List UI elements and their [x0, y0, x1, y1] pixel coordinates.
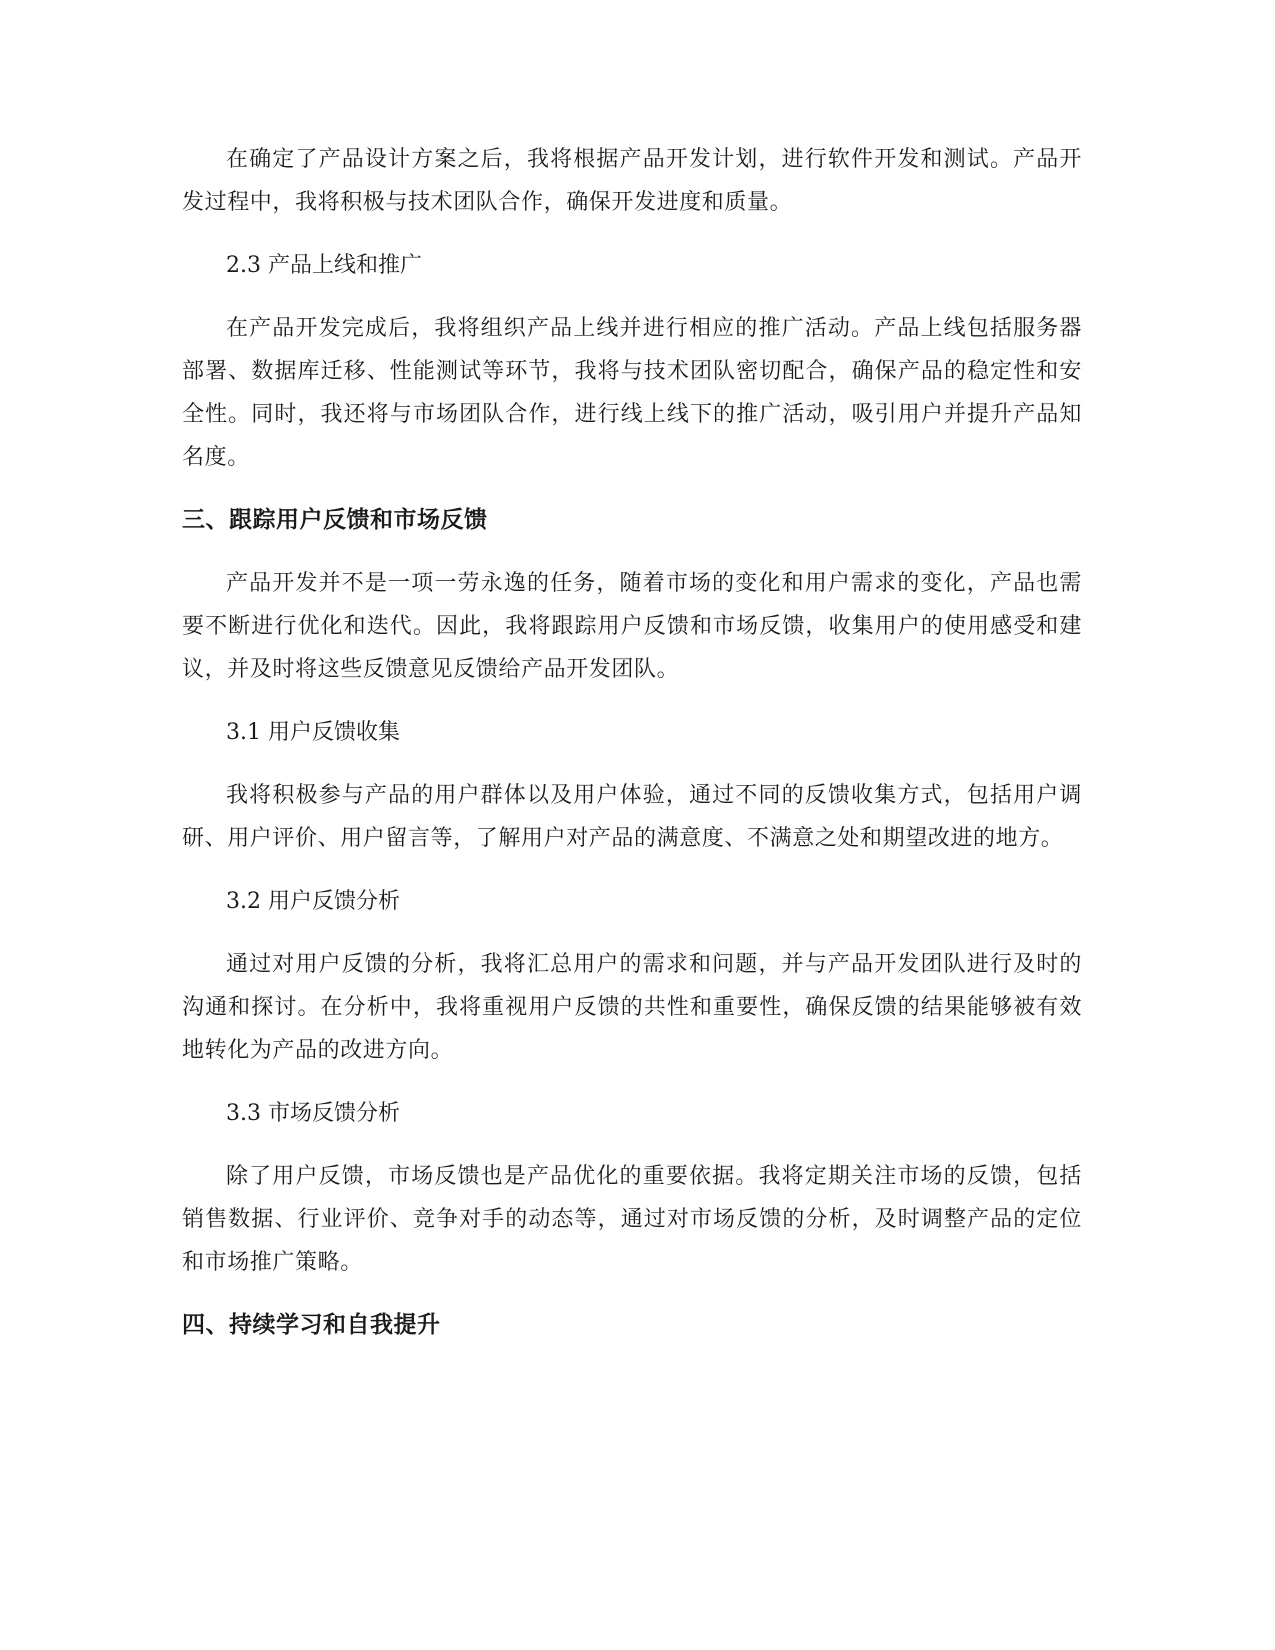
paragraph-dev-testing: 在确定了产品设计方案之后，我将根据产品开发计划，进行软件开发和测试。产品开发过程中，我将积极与技术团队合作，确保开发进度和质量。 [182, 147, 1082, 215]
section-heading-4: 四、持续学习和自我提升 [182, 1312, 441, 1338]
paragraph-launch-promotion: 在产品开发完成后，我将组织产品上线并进行相应的推广活动。产品上线包括服务器部署、数据库迁移、性能测试等环节，我将与技术团队密切配合，确保产品的稳定性和安全性。同时，我还将与市场团队合作，进行线上线下的推广活动，吸引用户并提升产品知名度。 [182, 316, 1082, 470]
subheading-2-3: 2.3 产品上线和推广 [226, 253, 422, 278]
paragraph-market-analysis: 除了用户反馈，市场反馈也是产品优化的重要依据。我将定期关注市场的反馈，包括销售数据、行业评价、竞争对手的动态等，通过对市场反馈的分析，及时调整产品的定位和市场推广策略。 [182, 1164, 1082, 1275]
paragraph-feedback-intro: 产品开发并不是一项一劳永逸的任务，随着市场的变化和用户需求的变化，产品也需要不断进行优化和迭代。因此，我将跟踪用户反馈和市场反馈，收集用户的使用感受和建议，并及时将这些反馈意见反馈给产品开发团队。 [182, 571, 1082, 682]
paragraph-feedback-collection: 我将积极参与产品的用户群体以及用户体验，通过不同的反馈收集方式，包括用户调研、用户评价、用户留言等，了解用户对产品的满意度、不满意之处和期望改进的地方。 [182, 783, 1082, 851]
document-body [182, 138, 1082, 1367]
section-heading-3: 三、跟踪用户反馈和市场反馈 [182, 507, 488, 533]
subheading-3-2: 3.2 用户反馈分析 [226, 889, 400, 914]
paragraph-feedback-analysis: 通过对用户反馈的分析，我将汇总用户的需求和问题，并与产品开发团队进行及时的沟通和探讨。在分析中，我将重视用户反馈的共性和重要性，确保反馈的结果能够被有效地转化为产品的改进方向。 [182, 952, 1082, 1063]
subheading-3-1: 3.1 用户反馈收集 [226, 720, 400, 745]
subheading-3-3: 3.3 市场反馈分析 [226, 1101, 400, 1126]
